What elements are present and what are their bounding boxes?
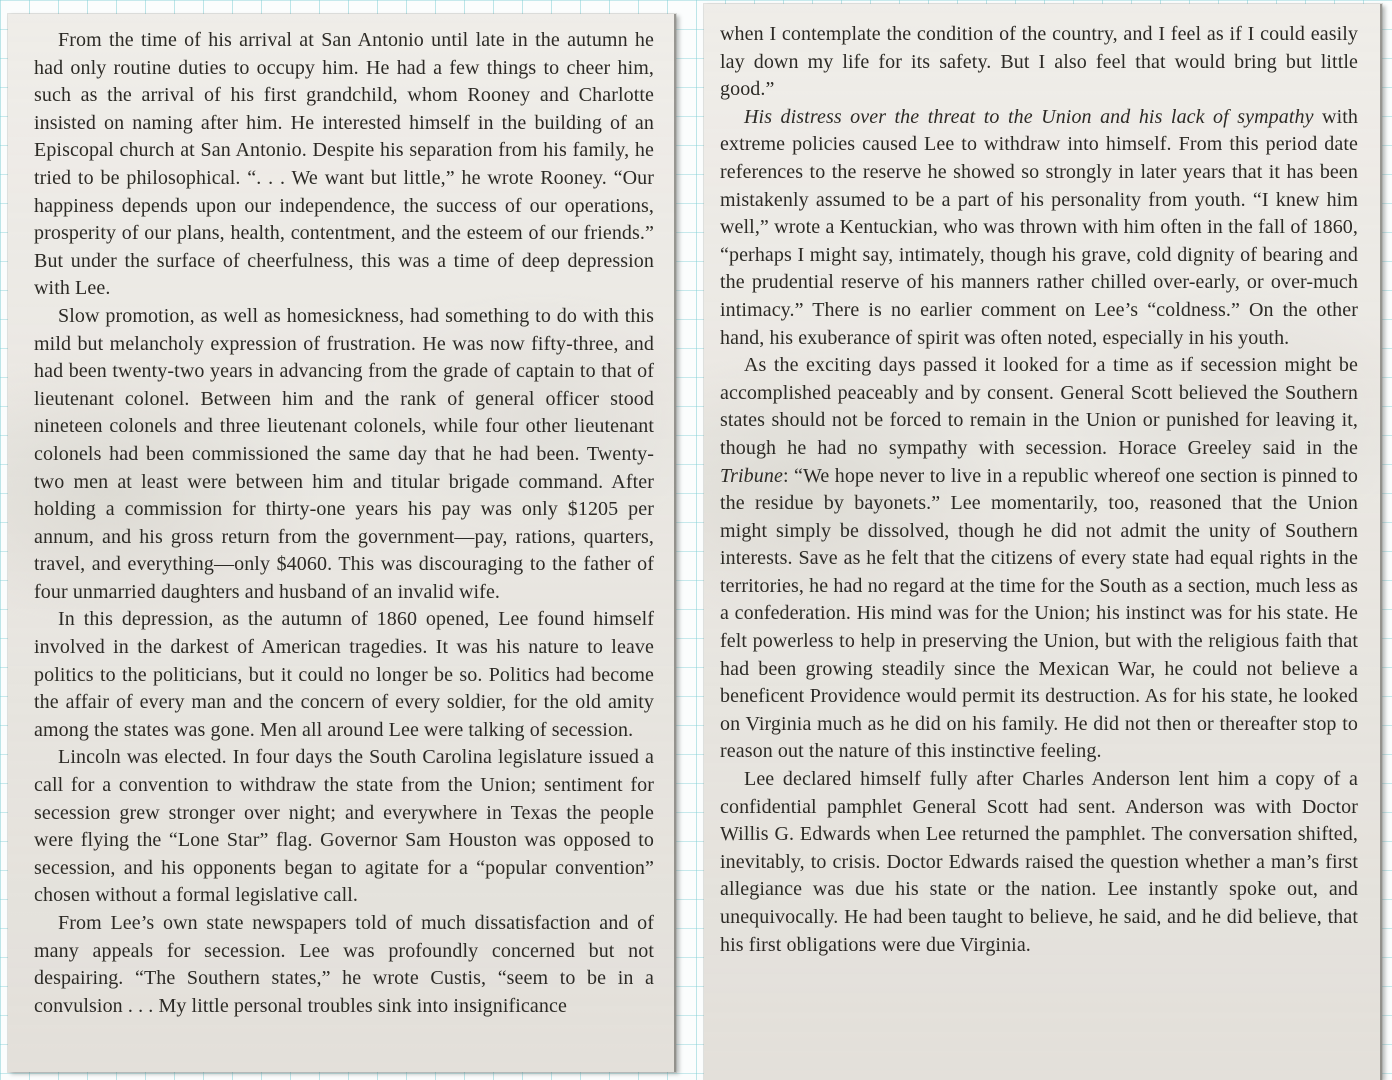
paragraph <box>720 104 1358 352</box>
paragraph <box>720 21 1358 104</box>
italic-text-segment: Tribune <box>720 464 783 487</box>
paragraph <box>34 303 654 607</box>
paragraph <box>720 352 1358 766</box>
paragraph <box>34 744 654 910</box>
paragraph <box>34 910 654 1020</box>
text-segment: Slow promotion, as well as homesickness, had something to do with this mild but melancholy expression of frustration. He was now fifty-three, and had been twenty-two years in advancing from the grade of captain to that of lieutenant colonel. Between him and the rank of general officer stood nineteen colonels and three lieutenant colonels, while four other lieutenant colonels had been commissioned the same day that he had been. Twenty-two men at least were between him and titular brigade command. After holding a commission for thirty-one years his pay was only $1205 per annum, and his gross return from the government—pay, rations, quarters, travel, and everything—only $4060. This was discouraging to the father of four unmarried daughters and husband of an invalid wife. <box>34 304 654 603</box>
paragraph <box>34 27 654 303</box>
text-segment: with extreme policies caused Lee to withdraw into himself. From this period date references to the reserve he showed so strongly in later years that it has been mistakenly assumed to be a part of his personality from youth. “I knew him well,” wrote a Kentuckian, who was thrown with him often in the fall of 1860, “perhaps I might say, intimately, though his grave, cold dignity of bearing and the prudential reserve of his manners rather chilled over-early, or over-much intimacy.” There is no earlier comment on Lee’s “coldness.” On the other hand, his exuberance of spirit was often noted, especially in his youth. <box>720 105 1359 349</box>
text-segment: From Lee’s own state newspapers told of much dissatisfaction and of many appeals for secession. Lee was profoundly concerned but not despairing. “The Southern states,” he wrote Custis, “seem to be in a convulsion . . . My little personal troubles sink into insignificance <box>34 912 654 1017</box>
text-segment: when I contemplate the condition of the country, and I feel as if I could easily lay down my life for its safety. But I also feel that would bring but little good.” <box>720 23 1358 101</box>
text-segment: Lincoln was elected. In four days the South Carolina legislature issued a call for a convention to withdraw the state from the Union; sentiment for secession grew stronger over night; and everywhere in Texas the people were flying the “Lone Star” flag. Governor Sam Houston was opposed to secession, and his opponents began to agitate for a “popular convention” chosen without a formal legislative call. <box>34 746 654 907</box>
left-column-clipping <box>8 14 676 1072</box>
italic-text-segment: His distress over the threat to the Union and his lack of sympathy <box>744 105 1314 128</box>
text-segment: From the time of his arrival at San Antonio until late in the autumn he had only routine duties to occupy him. He had a few things to cheer him, such as the arrival of his first grandchild, whom Rooney and Charlotte insisted on naming after him. He interested himself in the building of an Episcopal church at San Antonio. Despite his separation from his family, he tried to be philosophical. “. . . We want but little,” he wrote Rooney. “Our happiness depends upon our independence, the success of our operations, prosperity of our plans, health, contentment, and the esteem of our friends.” But under the surface of cheerfulness, this was a time of deep depression with Lee. <box>34 29 654 300</box>
paragraph <box>34 606 654 744</box>
right-column-clipping <box>704 4 1382 1080</box>
text-segment: : “We hope never to live in a republic whereof one section is pinned to the residue by bayonets.” Lee momentarily, too, reasoned that the Union might simply be dissolved, though he did not admit the unity of Southern interests. Save as he felt that the citizens of every state had equal rights in the territories, he had no regard at the time for the South as a section, much less as a confederation. His mind was for the Union; his instinct was for his state. He felt powerless to help in preserving the Union, but with the religious faith that had been growing steadily since the Mexican War, he could not believe a beneficent Providence would permit its destruction. As for his state, he looked on Virginia much as he did on his family. He did not then or thereafter stop to reason out the nature of this instinctive feeling. <box>720 464 1358 763</box>
text-segment: As the exciting days passed it looked for a time as if secession might be accomplished peaceably and by consent. General Scott believed the Southern states should not be forced to remain in the Union or punished for leaving it, though he had no sympathy with secession. Horace Greeley said in the <box>720 354 1358 459</box>
text-segment: Lee declared himself fully after Charles Anderson lent him a copy of a confidential pamphlet General Scott had sent. Anderson was with Doctor Willis G. Edwards when Lee returned the pamphlet. The conversation shifted, inevitably, to crisis. Doctor Edwards raised the question whether a man’s first allegiance was due his state or the nation. Lee instantly spoke out, and unequivocally. He had been taught to believe, he said, and he did believe, that his first obligations were due Virginia. <box>720 768 1358 956</box>
text-segment: In this depression, as the autumn of 1860 opened, Lee found himself involved in the darkest of American tragedies. It was his nature to leave politics to the politicians, but it could no longer be so. Politics had become the affair of every man and the concern of every soldier, for the old amity among the states was gone. Men all around Lee were talking of secession. <box>34 608 654 741</box>
paragraph <box>720 766 1358 959</box>
